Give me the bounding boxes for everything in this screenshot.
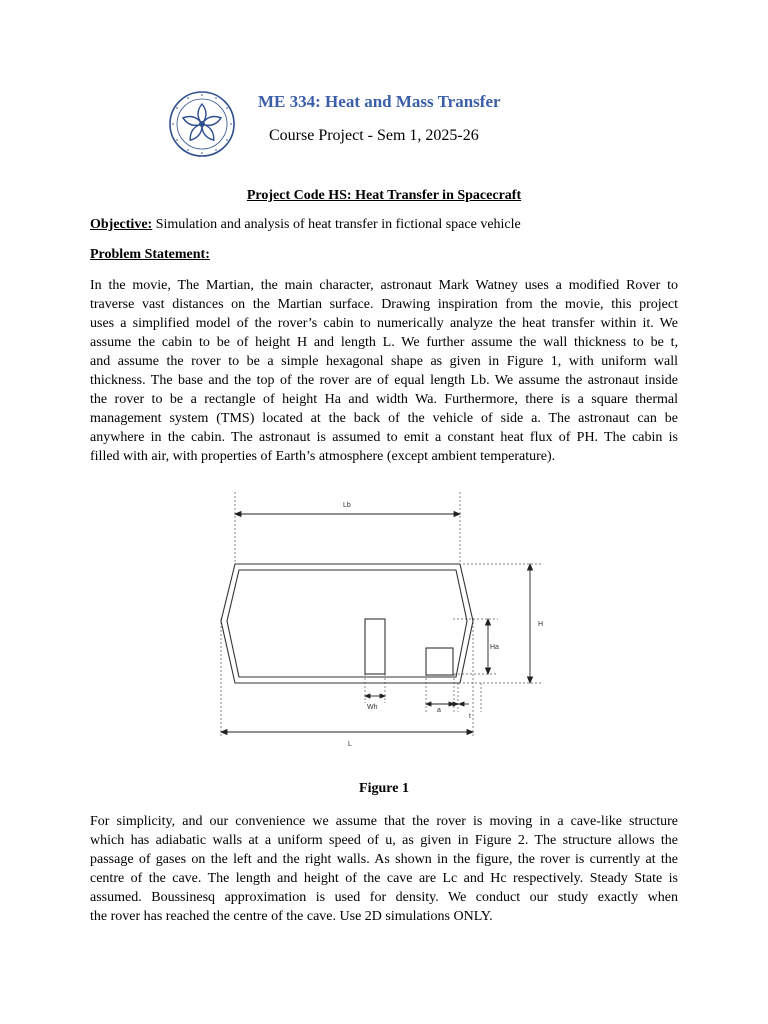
course-title: ME 334: Heat and Mass Transfer — [258, 92, 501, 111]
paragraph-2-line: which has adiabatic walls at a uniform speed of u, as given in Figure 2. The structure allows the — [90, 833, 678, 848]
tms-square — [426, 648, 453, 675]
label-L: L — [348, 741, 352, 748]
problem-statement-heading: Problem Statement: — [90, 247, 210, 262]
objective-label: Objective: — [90, 217, 153, 232]
paragraph-1-line: traverse vast distances on the Martian surface. Drawing inspiration from the movie, this project — [90, 297, 678, 312]
paragraph-2 — [90, 812, 678, 926]
objective-line — [90, 217, 521, 233]
paragraph-2-line: centre of the cave. The length and height of the cave are Lc and Hc respectively. Steady State is — [90, 871, 678, 886]
project-code-heading: Project Code HS: Heat Transfer in Spacecraft — [246, 188, 522, 203]
label-t: t — [469, 713, 471, 720]
paragraph-2-line: assumed. Boussinesq approximation is used for density. We conduct our study exactly when — [90, 890, 678, 905]
figure-caption: Figure 1 — [359, 781, 409, 796]
paragraph-1-line: anywhere in the cabin. The astronaut is assumed to emit a constant heat flux of PH. The cabin is — [90, 430, 678, 445]
objective-text: Simulation and analysis of heat transfer in fictional space vehicle — [152, 217, 521, 232]
paragraph-1-line: management system (TMS) located at the back of the vehicle of side a. The astronaut can be — [90, 411, 678, 426]
paragraph-1-line: assume the cabin to be of height H and length L. We further assume the wall thickness to be t, — [90, 335, 678, 350]
label-Lb: Lb — [343, 502, 351, 509]
paragraph-2-line: For simplicity, and our convenience we assume that the rover is moving in a cave-like structure — [90, 814, 678, 829]
paragraph-1-line: In the movie, The Martian, the main character, astronaut Mark Watney uses a modified Rover to — [90, 278, 678, 293]
paragraph-1 — [90, 276, 678, 466]
label-H: H — [538, 621, 544, 628]
paragraph-1-line: filled with air, with properties of Earth’s atmosphere (except ambient temperature). — [90, 449, 556, 464]
astronaut-rectangle — [365, 619, 385, 674]
label-Ha: Ha — [490, 644, 499, 651]
paragraph-1-line: the rover to be a rectangle of height Ha and width Wa. Furthermore, there is a square thermal — [90, 392, 678, 407]
paragraph-1-line: and assume the rover to be a simple hexagonal shape as given in Figure 1, with uniform wall — [90, 354, 678, 369]
rover-cabin-diagram — [215, 488, 555, 758]
institute-logo — [168, 90, 236, 158]
cabin-outer-wall — [221, 564, 473, 683]
paragraph-2-line: passage of gases on the left and the right walls. As shown in the figure, the rover is currently at the — [90, 852, 678, 867]
label-Wh: Wh — [367, 704, 378, 711]
paragraph-1-line: uses a simplified model of the rover’s cabin to numerically analyze the heat transfer within it. We — [90, 316, 678, 331]
cabin-inner-wall — [227, 570, 467, 677]
paragraph-2-line: the rover has reached the centre of the cave. Use 2D simulations ONLY. — [90, 909, 493, 924]
label-a: a — [437, 707, 441, 714]
paragraph-1-line: thickness. The base and the top of the rover are of equal length Lb. We assume the astronaut inside — [90, 373, 678, 388]
course-subtitle: Course Project - Sem 1, 2025-26 — [269, 127, 479, 144]
